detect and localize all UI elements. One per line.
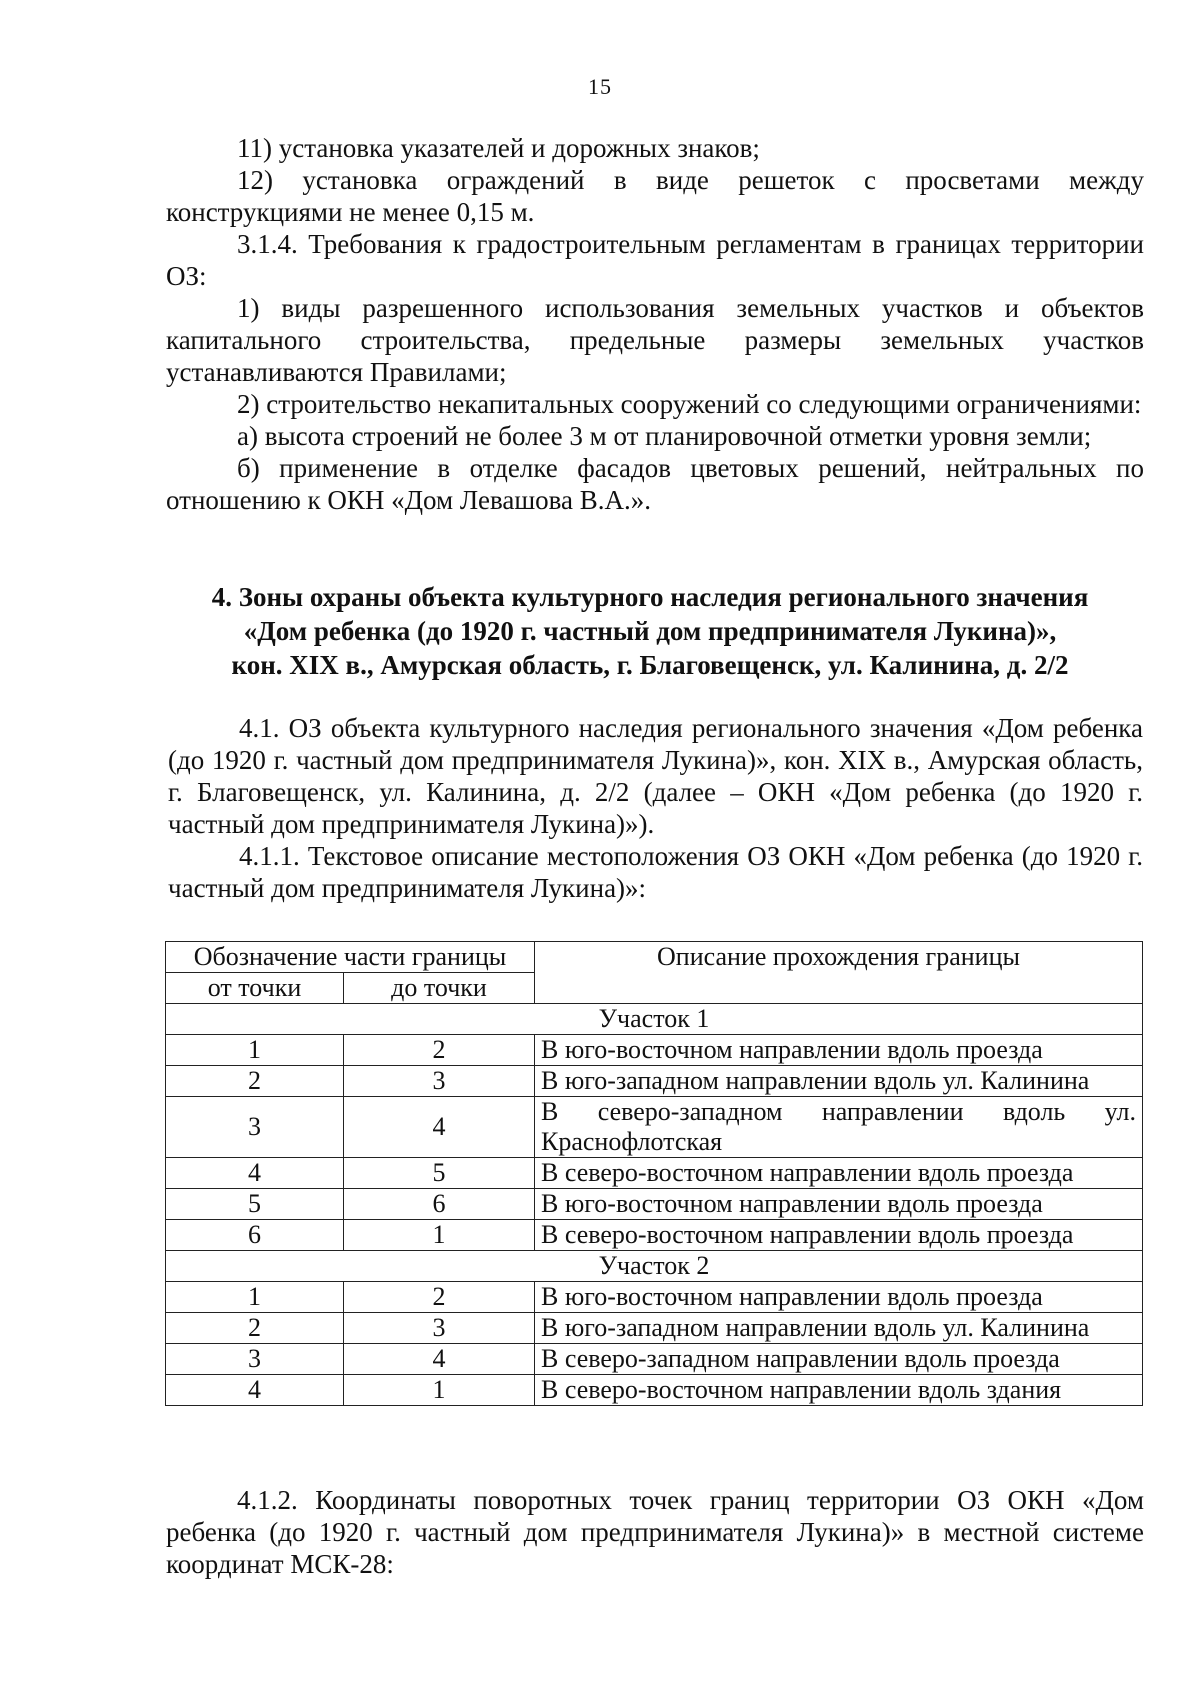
top-text-block: [166, 132, 1144, 516]
paragraph-4-1: 4.1. ОЗ объекта культурного наследия регионального значения «Дом ребенка (до 1920 г. частный дом предпринимателя Лукина)», кон. XIX в., Амурская область, г. Благовещенск, ул. Калинина, д. 2/2 (далее – ОКН «Дом ребенка (до 1920 г. частный дом предпринимателя Лукина)»).: [168, 713, 1143, 839]
cell-description: В северо-восточном направлении вдоль здания: [535, 1375, 1143, 1406]
section-title: Участок 1: [166, 1004, 1143, 1035]
table-row: [166, 1344, 1143, 1375]
cell-to: 3: [344, 1313, 535, 1344]
cell-from: 2: [166, 1313, 344, 1344]
header-from: от точки: [166, 973, 344, 1004]
paragraph: 2) строительство некапитальных сооружений со следующими ограничениями:: [237, 389, 1142, 419]
paragraph-4-1-1: 4.1.1. Текстовое описание местоположения ОЗ ОКН «Дом ребенка (до 1920 г. частный дом предпринимателя Лукина)»:: [168, 841, 1143, 903]
table-row: [166, 1066, 1143, 1097]
table-row: [166, 1220, 1143, 1251]
table-row: [166, 1282, 1143, 1313]
cell-from: 5: [166, 1189, 344, 1220]
paragraph: 11) установка указателей и дорожных знаков;: [237, 133, 760, 163]
cell-to: 6: [344, 1189, 535, 1220]
boundary-table: [165, 941, 1143, 1406]
cell-description: В северо-западном направлении вдоль ул. Краснофлотская: [535, 1097, 1143, 1158]
cell-from: 3: [166, 1344, 344, 1375]
paragraph: б) применение в отделке фасадов цветовых решений, нейтральных по отношению к ОКН «Дом Левашова В.А.».: [166, 453, 1144, 515]
paragraph: 12) установка ограждений в виде решеток с просветами между конструкциями не менее 0,15 м.: [166, 165, 1144, 227]
cell-description: В северо-восточном направлении вдоль проезда: [535, 1158, 1143, 1189]
table-row: [166, 1097, 1143, 1158]
cell-from: 4: [166, 1158, 344, 1189]
cell-description: В северо-восточном направлении вдоль проезда: [535, 1220, 1143, 1251]
paragraph: 1) виды разрешенного использования земельных участков и объектов капитального строительства, предельные размеры земельных участков устанавливаются Правилами;: [166, 293, 1144, 387]
cell-from: 1: [166, 1282, 344, 1313]
heading-line: 4. Зоны охраны объекта культурного наследия регионального значения: [211, 582, 1089, 612]
table-row: [166, 1313, 1143, 1344]
cell-from: 1: [166, 1035, 344, 1066]
cell-description: В юго-восточном направлении вдоль проезда: [535, 1282, 1143, 1313]
section-4-1-2: [166, 1484, 1144, 1580]
cell-to: 5: [344, 1158, 535, 1189]
section-title: Участок 2: [166, 1251, 1143, 1282]
cell-from: 4: [166, 1375, 344, 1406]
section-4-1: [168, 712, 1143, 904]
paragraph: а) высота строений не более 3 м от планировочной отметки уровня земли;: [237, 421, 1092, 451]
page-number: 15: [588, 74, 612, 99]
section-row: [166, 1251, 1143, 1282]
heading-line: «Дом ребенка (до 1920 г. частный дом предпринимателя Лукина)»,: [243, 616, 1057, 646]
heading-line: кон. XIX в., Амурская область, г. Благовещенск, ул. Калинина, д. 2/2: [231, 650, 1069, 680]
table-row: [166, 1158, 1143, 1189]
cell-to: 1: [344, 1220, 535, 1251]
paragraph-4-1-2: 4.1.2. Координаты поворотных точек границ территории ОЗ ОКН «Дом ребенка (до 1920 г. частный дом предпринимателя Лукина)» в местной системе координат МСК-28:: [166, 1485, 1144, 1579]
table-header-row: [166, 942, 1143, 973]
cell-to: 1: [344, 1375, 535, 1406]
cell-to: 2: [344, 1282, 535, 1313]
cell-description: В юго-восточном направлении вдоль проезда: [535, 1189, 1143, 1220]
table-row: [166, 1189, 1143, 1220]
cell-description: В юго-западном направлении вдоль ул. Калинина: [535, 1313, 1143, 1344]
paragraph: 3.1.4. Требования к градостроительным регламентам в границах территории ОЗ:: [166, 229, 1144, 291]
cell-from: 6: [166, 1220, 344, 1251]
cell-from: 3: [166, 1097, 344, 1158]
cell-to: 4: [344, 1344, 535, 1375]
table-row: [166, 1375, 1143, 1406]
cell-to: 2: [344, 1035, 535, 1066]
table-row: [166, 1035, 1143, 1066]
header-description: Описание прохождения границы: [535, 942, 1143, 1004]
cell-description: В северо-западном направлении вдоль проезда: [535, 1344, 1143, 1375]
header-group: Обозначение части границы: [166, 942, 535, 973]
cell-description: В юго-западном направлении вдоль ул. Калинина: [535, 1066, 1143, 1097]
cell-to: 3: [344, 1066, 535, 1097]
cell-description: В юго-восточном направлении вдоль проезда: [535, 1035, 1143, 1066]
header-to: до точки: [344, 973, 535, 1004]
section-row: [166, 1004, 1143, 1035]
cell-to: 4: [344, 1097, 535, 1158]
section-heading: [150, 580, 1150, 682]
cell-from: 2: [166, 1066, 344, 1097]
